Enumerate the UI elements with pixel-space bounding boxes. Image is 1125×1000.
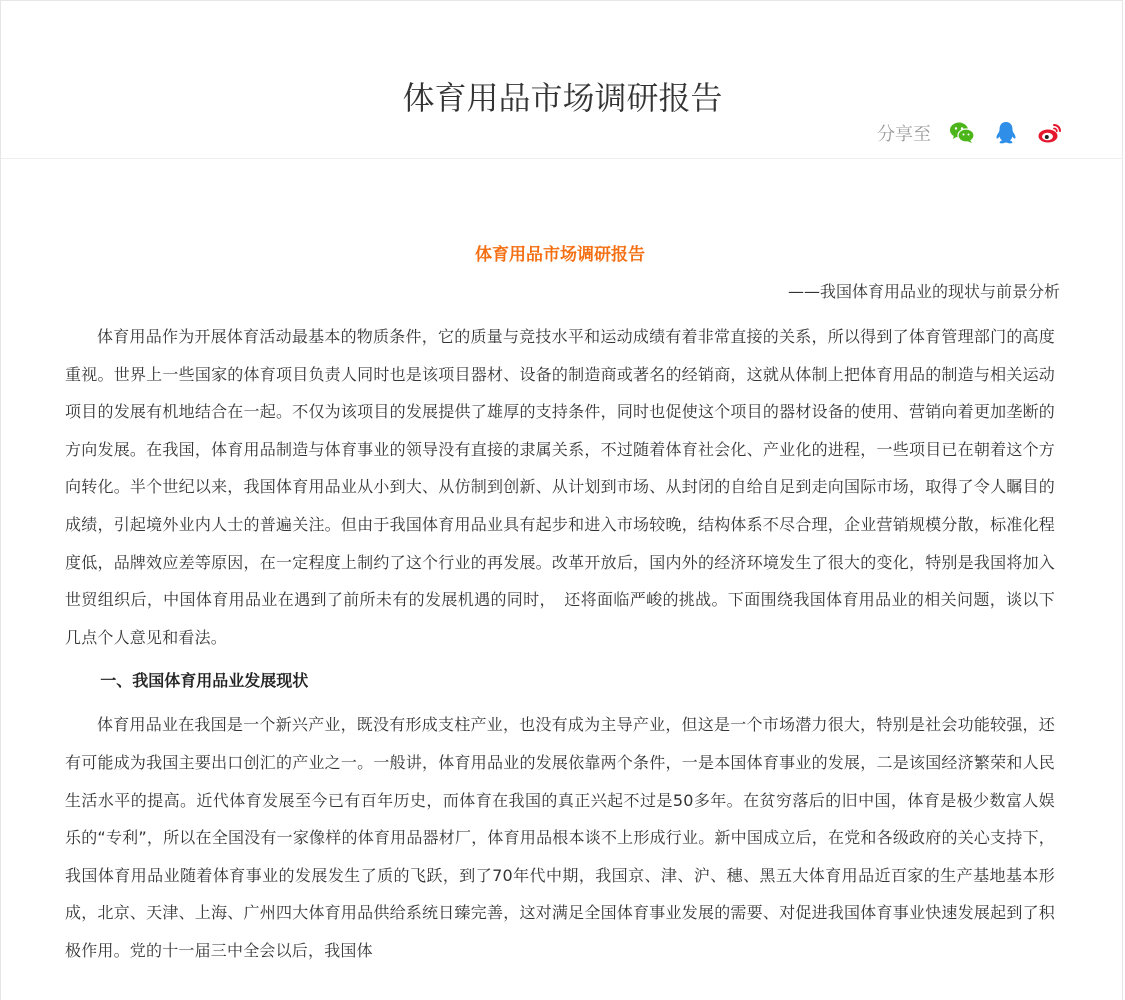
section-heading: 一、我国体育用品业发展现状 [100, 671, 309, 691]
document-subtitle: ——我国体育用品业的现状与前景分析 [787, 282, 1060, 301]
section-paragraph: 体育用品业在我国是一个新兴产业，既没有形成支柱产业，也没有成为主导产业，但这是一个市场潜力很大，特别是社会功能较强，还有可能成为我国主要出口创汇的产业之一。一般讲，体育用品业的发展依靠两个条件，一是本国体育事业的发展，二是该国经济繁荣和人民生活水平的提高。近代体育发展至今已有百年历史，而体育在我国的真正兴起不过是50多年。在贫穷落后的旧中国，体育是极少数富人娱乐的“专利”，所以在全国没有一家像样的体育用品器材厂，体育用品根本谈不上形成行业。新中国成立后，在党和各级政府的关心支持下，我国体育用品业随着体育事业的发展发生了质的飞跃，到了70年代中期，我国京、津、沪、穗、黑五大体育用品近百家的生产基地基本形成，北京、天津、上海、广州四大体育用品供给系统日臻完善，这对满足全国体育事业发展的需要、对促进我国体育事业快速发展起到了积极作用。党的十一届三中全会以后，我国体 [65, 715, 1055, 960]
share-label: 分享至 [877, 124, 931, 145]
weibo-icon[interactable] [1037, 120, 1063, 146]
document-title: 体育用品市场调研报告 [475, 245, 645, 265]
wechat-icon[interactable] [949, 120, 975, 146]
intro-paragraph: 体育用品作为开展体育活动最基本的物质条件，它的质量与竞技水平和运动成绩有着非常直接的关系，所以得到了体育管理部门的高度重视。世界上一些国家的体育项目负责人同时也是该项目器材、设备的制造商或著名的经销商，这就从体制上把体育用品的制造与相关运动项目的发展有机地结合在一起。不仅为该项目的发展提供了雄厚的支持条件，同时也促使这个项目的器材设备的使用、营销向着更加垄断的方向发展。在我国，体育用品制造与体育事业的领导没有直接的隶属关系，不过随着体育社会化、产业化的进程，一些项目已在朝着这个方向转化。半个世纪以来，我国体育用品业从小到大、从仿制到创新、从计划到市场、从封闭的自给自足到走向国际市场，取得了令人瞩目的成绩，引起境外业内人士的普遍关注。但由于我国体育用品业具有起步和进入市场较晚，结构体系不尽合理，企业营销规模分散，标准化程度低，品牌效应差等原因，在一定程度上制约了这个行业的再发展。改革开放后，国内外的经济环境发生了很大的变化，特别是我国将加入世贸组织后，中国体育用品业在遇到了前所未有的发展机遇的同时， 还将面临严峻的挑战。下面围绕我国体育用品业的相关问题，谈以下几点个人意见和看法。 [65, 327, 1055, 647]
header-divider [1, 158, 1123, 159]
share-bar [877, 120, 1063, 146]
article-body [65, 240, 1060, 976]
qq-icon[interactable] [993, 120, 1019, 146]
page-title: 体育用品市场调研报告 [402, 79, 723, 118]
